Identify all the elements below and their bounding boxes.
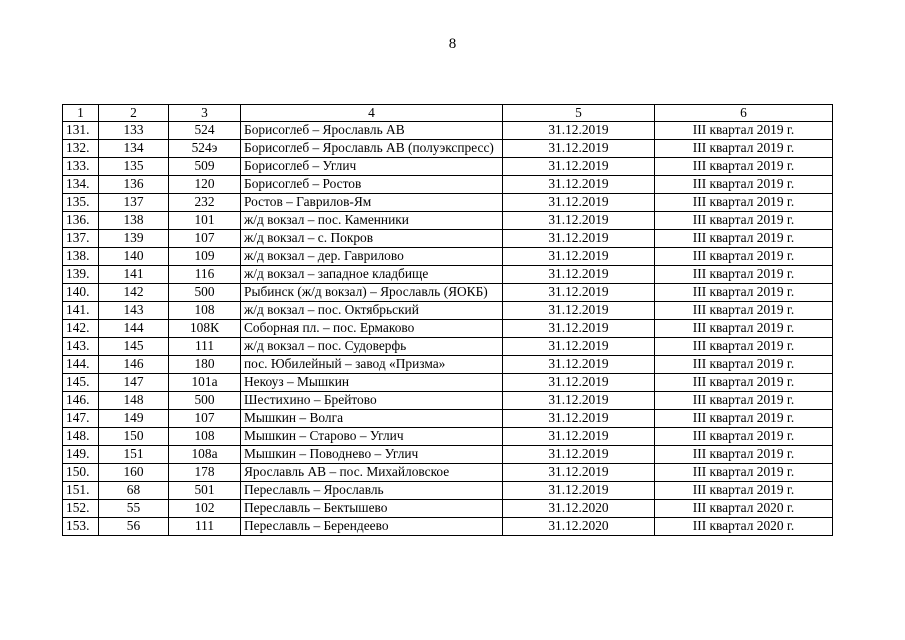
quarter-cell: III квартал 2019 г. — [655, 140, 833, 158]
table-row — [63, 140, 833, 158]
end-date-cell: 31.12.2019 — [503, 158, 655, 176]
column-header-6: 6 — [655, 105, 833, 122]
end-date-cell: 31.12.2019 — [503, 302, 655, 320]
end-date-cell: 31.12.2019 — [503, 356, 655, 374]
row-index-cell: 139. — [63, 266, 99, 284]
quarter-cell: III квартал 2019 г. — [655, 266, 833, 284]
table-row — [63, 392, 833, 410]
end-date-cell: 31.12.2019 — [503, 446, 655, 464]
route-code-cell: 524э — [169, 140, 241, 158]
route-code-cell: 178 — [169, 464, 241, 482]
route-code-cell: 108 — [169, 302, 241, 320]
route-number-cell: 142 — [99, 284, 169, 302]
route-number-cell: 56 — [99, 518, 169, 536]
quarter-cell: III квартал 2019 г. — [655, 482, 833, 500]
end-date-cell: 31.12.2019 — [503, 122, 655, 140]
row-index-cell: 132. — [63, 140, 99, 158]
route-code-cell: 500 — [169, 392, 241, 410]
table-row — [63, 428, 833, 446]
table-header-row — [63, 105, 833, 122]
row-index-cell: 145. — [63, 374, 99, 392]
route-number-cell: 160 — [99, 464, 169, 482]
row-index-cell: 133. — [63, 158, 99, 176]
table-row — [63, 500, 833, 518]
quarter-cell: III квартал 2019 г. — [655, 158, 833, 176]
quarter-cell: III квартал 2019 г. — [655, 284, 833, 302]
route-code-cell: 102 — [169, 500, 241, 518]
quarter-cell: III квартал 2020 г. — [655, 500, 833, 518]
end-date-cell: 31.12.2019 — [503, 176, 655, 194]
row-index-cell: 140. — [63, 284, 99, 302]
row-index-cell: 131. — [63, 122, 99, 140]
end-date-cell: 31.12.2020 — [503, 500, 655, 518]
route-code-cell: 501 — [169, 482, 241, 500]
table-row — [63, 302, 833, 320]
route-code-cell: 180 — [169, 356, 241, 374]
row-index-cell: 141. — [63, 302, 99, 320]
route-code-cell: 101 — [169, 212, 241, 230]
quarter-cell: III квартал 2019 г. — [655, 428, 833, 446]
route-name-cell: Ростов – Гаврилов-Ям — [241, 194, 503, 212]
route-name-cell: Соборная пл. – пос. Ермаково — [241, 320, 503, 338]
table-row — [63, 482, 833, 500]
quarter-cell: III квартал 2019 г. — [655, 176, 833, 194]
route-name-cell: Мышкин – Поводнево – Углич — [241, 446, 503, 464]
route-name-cell: Борисоглеб – Ростов — [241, 176, 503, 194]
table-row — [63, 212, 833, 230]
route-code-cell: 108К — [169, 320, 241, 338]
quarter-cell: III квартал 2019 г. — [655, 374, 833, 392]
route-number-cell: 143 — [99, 302, 169, 320]
end-date-cell: 31.12.2019 — [503, 338, 655, 356]
route-number-cell: 134 — [99, 140, 169, 158]
route-code-cell: 109 — [169, 248, 241, 266]
table-row — [63, 338, 833, 356]
route-name-cell: Мышкин – Волга — [241, 410, 503, 428]
route-name-cell: пос. Юбилейный – завод «Призма» — [241, 356, 503, 374]
column-header-4: 4 — [241, 105, 503, 122]
route-code-cell: 232 — [169, 194, 241, 212]
end-date-cell: 31.12.2019 — [503, 464, 655, 482]
end-date-cell: 31.12.2020 — [503, 518, 655, 536]
route-name-cell: Переславль – Ярославль — [241, 482, 503, 500]
table-row — [63, 158, 833, 176]
row-index-cell: 134. — [63, 176, 99, 194]
route-number-cell: 146 — [99, 356, 169, 374]
route-number-cell: 147 — [99, 374, 169, 392]
quarter-cell: III квартал 2019 г. — [655, 212, 833, 230]
table-row — [63, 518, 833, 536]
end-date-cell: 31.12.2019 — [503, 266, 655, 284]
column-header-2: 2 — [99, 105, 169, 122]
end-date-cell: 31.12.2019 — [503, 320, 655, 338]
route-name-cell: Переславль – Бектышево — [241, 500, 503, 518]
route-name-cell: ж/д вокзал – пос. Октябрьский — [241, 302, 503, 320]
route-name-cell: ж/д вокзал – с. Покров — [241, 230, 503, 248]
route-code-cell: 108а — [169, 446, 241, 464]
table-row — [63, 356, 833, 374]
route-name-cell: Ярославль АВ – пос. Михайловское — [241, 464, 503, 482]
route-name-cell: Рыбинск (ж/д вокзал) – Ярославль (ЯОКБ) — [241, 284, 503, 302]
route-code-cell: 108 — [169, 428, 241, 446]
route-number-cell: 144 — [99, 320, 169, 338]
row-index-cell: 149. — [63, 446, 99, 464]
end-date-cell: 31.12.2019 — [503, 410, 655, 428]
quarter-cell: III квартал 2019 г. — [655, 320, 833, 338]
route-number-cell: 135 — [99, 158, 169, 176]
quarter-cell: III квартал 2019 г. — [655, 392, 833, 410]
quarter-cell: III квартал 2019 г. — [655, 248, 833, 266]
table-row — [63, 230, 833, 248]
route-code-cell: 524 — [169, 122, 241, 140]
row-index-cell: 142. — [63, 320, 99, 338]
route-code-cell: 107 — [169, 410, 241, 428]
routes-table — [62, 104, 833, 536]
column-header-5: 5 — [503, 105, 655, 122]
row-index-cell: 150. — [63, 464, 99, 482]
route-code-cell: 120 — [169, 176, 241, 194]
route-code-cell: 111 — [169, 518, 241, 536]
column-header-3: 3 — [169, 105, 241, 122]
route-name-cell: Борисоглеб – Ярославль АВ (полуэкспресс) — [241, 140, 503, 158]
row-index-cell: 146. — [63, 392, 99, 410]
table-row — [63, 266, 833, 284]
row-index-cell: 147. — [63, 410, 99, 428]
row-index-cell: 153. — [63, 518, 99, 536]
table-row — [63, 248, 833, 266]
route-name-cell: Борисоглеб – Углич — [241, 158, 503, 176]
quarter-cell: III квартал 2019 г. — [655, 410, 833, 428]
quarter-cell: III квартал 2019 г. — [655, 356, 833, 374]
quarter-cell: III квартал 2020 г. — [655, 518, 833, 536]
table-row — [63, 374, 833, 392]
end-date-cell: 31.12.2019 — [503, 230, 655, 248]
table-row — [63, 410, 833, 428]
table-row — [63, 194, 833, 212]
table-row — [63, 446, 833, 464]
route-number-cell: 149 — [99, 410, 169, 428]
quarter-cell: III квартал 2019 г. — [655, 446, 833, 464]
end-date-cell: 31.12.2019 — [503, 482, 655, 500]
row-index-cell: 151. — [63, 482, 99, 500]
end-date-cell: 31.12.2019 — [503, 140, 655, 158]
row-index-cell: 138. — [63, 248, 99, 266]
end-date-cell: 31.12.2019 — [503, 374, 655, 392]
route-name-cell: Переславль – Берендеево — [241, 518, 503, 536]
route-code-cell: 107 — [169, 230, 241, 248]
quarter-cell: III квартал 2019 г. — [655, 302, 833, 320]
row-index-cell: 136. — [63, 212, 99, 230]
end-date-cell: 31.12.2019 — [503, 248, 655, 266]
route-code-cell: 116 — [169, 266, 241, 284]
end-date-cell: 31.12.2019 — [503, 428, 655, 446]
route-code-cell: 500 — [169, 284, 241, 302]
table-row — [63, 122, 833, 140]
route-name-cell: Некоуз – Мышкин — [241, 374, 503, 392]
page-number: 8 — [448, 36, 457, 52]
route-name-cell: ж/д вокзал – дер. Гаврилово — [241, 248, 503, 266]
column-header-1: 1 — [63, 105, 99, 122]
quarter-cell: III квартал 2019 г. — [655, 230, 833, 248]
route-number-cell: 138 — [99, 212, 169, 230]
quarter-cell: III квартал 2019 г. — [655, 338, 833, 356]
route-number-cell: 55 — [99, 500, 169, 518]
route-name-cell: Мышкин – Старово – Углич — [241, 428, 503, 446]
quarter-cell: III квартал 2019 г. — [655, 464, 833, 482]
end-date-cell: 31.12.2019 — [503, 392, 655, 410]
route-number-cell: 148 — [99, 392, 169, 410]
route-name-cell: ж/д вокзал – пос. Судоверфь — [241, 338, 503, 356]
route-number-cell: 151 — [99, 446, 169, 464]
route-number-cell: 133 — [99, 122, 169, 140]
table-row — [63, 320, 833, 338]
row-index-cell: 137. — [63, 230, 99, 248]
route-code-cell: 509 — [169, 158, 241, 176]
route-name-cell: ж/д вокзал – западное кладбище — [241, 266, 503, 284]
route-number-cell: 140 — [99, 248, 169, 266]
route-number-cell: 141 — [99, 266, 169, 284]
table-row — [63, 284, 833, 302]
route-name-cell: Борисоглеб – Ярославль АВ — [241, 122, 503, 140]
route-number-cell: 145 — [99, 338, 169, 356]
row-index-cell: 152. — [63, 500, 99, 518]
end-date-cell: 31.12.2019 — [503, 212, 655, 230]
table-body — [63, 122, 833, 536]
route-code-cell: 101а — [169, 374, 241, 392]
quarter-cell: III квартал 2019 г. — [655, 194, 833, 212]
route-code-cell: 111 — [169, 338, 241, 356]
route-name-cell: Шестихино – Брейтово — [241, 392, 503, 410]
route-number-cell: 137 — [99, 194, 169, 212]
row-index-cell: 143. — [63, 338, 99, 356]
route-number-cell: 139 — [99, 230, 169, 248]
row-index-cell: 144. — [63, 356, 99, 374]
table-row — [63, 176, 833, 194]
route-number-cell: 136 — [99, 176, 169, 194]
route-number-cell: 68 — [99, 482, 169, 500]
quarter-cell: III квартал 2019 г. — [655, 122, 833, 140]
row-index-cell: 135. — [63, 194, 99, 212]
table-row — [63, 464, 833, 482]
end-date-cell: 31.12.2019 — [503, 194, 655, 212]
route-name-cell: ж/д вокзал – пос. Каменники — [241, 212, 503, 230]
row-index-cell: 148. — [63, 428, 99, 446]
route-number-cell: 150 — [99, 428, 169, 446]
end-date-cell: 31.12.2019 — [503, 284, 655, 302]
